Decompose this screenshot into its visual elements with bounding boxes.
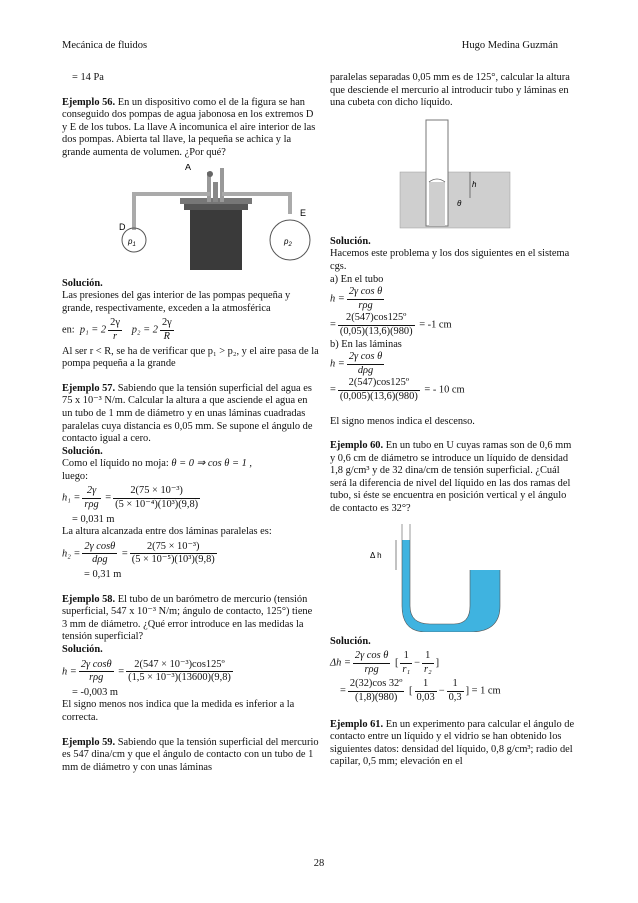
eq56-frac1-num: 2γ xyxy=(108,317,122,331)
fig59-label-theta: θ xyxy=(457,198,462,208)
fig56-label-p2: p xyxy=(284,236,289,246)
fig56-label-a: A xyxy=(185,163,192,172)
fig60-label-dh: Δ h xyxy=(370,550,382,560)
example-61-title: Ejemplo 61. xyxy=(330,718,384,730)
svg-text:p2 xyxy=(283,237,292,248)
solution-58-end: El signo menos nos indica que la medida es inferior a la correcta. xyxy=(62,699,295,723)
example-60 xyxy=(330,440,578,516)
eq56-frac1-den: r xyxy=(113,330,118,342)
solution-56-equation xyxy=(62,317,320,343)
example-57-text: Sabiendo que la tensión superficial del agua es 75 x 10⁻³ N/m. Calcular la altura a que asciende el agua en un tubo de 1 mm de diámetro y en unas láminas cuadradas paralelas cuya distancia es 0,05 mm. Se supone el ángulo de contacto igual a cero. xyxy=(62,382,313,445)
equation-h1: h₁ = $\frac{2\gamma}{\text{rρg}}$ = $\frac{\text{2(75 × 10⁻³)}}{\text{(5 × 10⁻⁴)(10³)(9,8)}}$ xyxy=(62,485,199,511)
solution-60-label: Solución. xyxy=(330,635,371,647)
solution-56-label: Solución. xyxy=(62,277,103,289)
solution-59-b: b) En las láminas xyxy=(330,338,402,350)
h58-result: = -0,003 m xyxy=(72,686,118,698)
eq56-p1: p₁ = 2 xyxy=(79,324,107,336)
example-56-text: En un dispositivo como el de la figura se han conseguido dos pompas de agua jabonosa en los extremos D y E de los tubos. La llave A incomunica el aire interior de las dos pompas. Abierta tal llave, la pequeña se achica y la grande aumenta de volumen. ¿Por qué? xyxy=(62,96,316,158)
solution-59-text: Hacemos este problema y los dos siguientes en el sistema cgs. xyxy=(330,248,570,272)
h1-result: = 0,031 m xyxy=(72,513,115,525)
equation-dh1: Δh = $\frac{\text{2γ cos θ}}{\text{rρg}}$ [ $\frac{1}{\text{r₁}}$ − $\frac{1}{\text{r₂}}$ ] xyxy=(330,650,440,675)
solution-59-label: Solución. xyxy=(330,235,371,247)
eq56-frac2-den: R xyxy=(163,330,171,342)
equation-a2: = $\frac{\text{2(547)cos125º}}{(0,05)(13,6)(980)}$ = -1 cm xyxy=(330,312,452,337)
solution-57-label: Solución. xyxy=(62,445,103,457)
example-60-title: Ejemplo 60. xyxy=(330,440,384,452)
page-number: 28 xyxy=(313,858,325,869)
solution-59-a: a) En el tubo xyxy=(330,273,384,285)
example-57-title: Ejemplo 57. xyxy=(62,382,116,394)
fig56-label-p1-sub: 1 xyxy=(132,241,136,248)
fig56-label-p1: p xyxy=(128,236,133,246)
figure-56 xyxy=(62,164,320,274)
figure-59 xyxy=(330,114,578,232)
eq56-en: en: xyxy=(62,324,75,336)
right-column xyxy=(330,72,578,769)
left-column xyxy=(62,72,320,774)
solution-57-moja: Como el líquido no moja: θ = 0 ⇒ cos θ = 1 , xyxy=(62,458,252,470)
eq56-frac2 xyxy=(160,317,174,343)
fig56-label-d: D xyxy=(119,221,126,232)
example-56-title: Ejemplo 56. xyxy=(62,96,116,108)
fig56-label-p2-sub: 2 xyxy=(288,241,292,248)
eq56-frac1 xyxy=(108,317,122,343)
svg-text:p1 xyxy=(127,237,136,248)
equation-b1: h = $\frac{\text{2γ cos θ}}{\text{dρg}}$ xyxy=(330,351,383,376)
example-59-title: Ejemplo 59. xyxy=(62,736,116,748)
fig59-label-h: h xyxy=(472,179,477,189)
example-57 xyxy=(62,383,320,446)
solution-57-condition: θ = 0 ⇒ cos θ = 1 , xyxy=(171,458,252,470)
solution-56-end: Al ser r < R, se ha de verificar que p₁ > p₂, y el aire pasa de la pompa pequeña a la grande xyxy=(62,345,319,370)
solution-59-end: El signo menos indica el descenso. xyxy=(330,415,475,427)
solution-57-luego: luego: xyxy=(62,470,88,482)
equation-h58: h = $\frac{\text{2γ cosθ}}{\text{rρg}}$ = $\frac{\text{2(547 × 10⁻³)cos125º}}{\text{(1,5 × 10⁻³)(13600)(9,8)}}$ xyxy=(62,658,231,684)
example-59-text: Sabiendo que la tensión superficial del mercurio es 547 dina/cm y que el ángulo de contacto con un tubo de 1 mm de diámetro y con unas láminas xyxy=(62,736,319,773)
laminas-text: La altura alcanzada entre dos láminas paralelas es: xyxy=(62,526,272,538)
top-result: = 14 Pa xyxy=(72,72,104,83)
solution-58-label: Solución. xyxy=(62,644,103,655)
example-60-text: En un tubo en U cuyas ramas son de 0,6 mm y 0,6 cm de diámetro se introduce un líquido de densidad 1,8 g/cm³ y de 32 dina/cm de tensión superficial. ¿Cuál será la diferencia de nivel del líquido en las dos ramas del tubo, si éste se encuentra en posición vertical y el ángulo de contacto es 32°? xyxy=(330,440,572,515)
example-61-text: En un experimento para calcular el ángulo de contacto entre un líquido y el vidrio se han obtenido los siguientes datos: densidad del líquido, 0,8 g/cm³; radio del capilar, 0,5 mm; elevación en el xyxy=(330,718,575,768)
h2-result: = 0,31 m xyxy=(84,569,122,581)
eq56-p2: p₂ = 2 xyxy=(131,324,158,336)
example-59 xyxy=(62,737,320,775)
equation-h2: h₂ = $\frac{\text{2γ cosθ}}{\text{dρg}}$ = $\frac{\text{2(75 × 10⁻³)}}{\text{(5 × 10⁻⁵)(10³)(9,8)}}$ xyxy=(62,540,215,566)
figure-60 xyxy=(330,520,578,632)
example-58-text: El tubo de un barómetro de mercurio (tensión superficial, 547 x 10⁻³ N/m; ángulo de contacto, 125°) tiene 3 mm de diámetro. ¿Qué error introduce en las medidas la tensión superficial? xyxy=(62,593,313,643)
example-59-continued: paralelas separadas 0,05 mm es de 125°, calcular la altura que desciende el mercurio al introducir tubo y láminas en una cubeta con dicho líquido. xyxy=(330,72,570,109)
equation-dh2: = $\frac{\text{2(32)cos 32º}}{(1,8)(980)}$ [ $\frac{1}{0,03}$ − $\frac{1}{0,3}$ ] = 1 cm xyxy=(340,678,501,704)
example-58-title: Ejemplo 58. xyxy=(62,593,116,605)
header-right: Hugo Medina Guzmán xyxy=(461,40,558,51)
header-left: Mecánica de fluidos xyxy=(62,40,148,51)
example-61 xyxy=(330,719,578,769)
example-56 xyxy=(62,97,320,160)
solution-56-text: Las presiones del gas interior de las pompas pequeña y grande, respectivamente, exceden a la atmosférica xyxy=(62,290,291,314)
equation-b2: = $\frac{\text{2(547)cos125º}}{(0,005)(13,6)(980)}$ = - 10 cm xyxy=(330,377,465,402)
equation-a1: h = $\frac{\text{2γ cos θ}}{\text{rρg}}$ xyxy=(330,286,383,311)
fig56-label-e: E xyxy=(300,207,307,218)
eq56-frac2-num: 2γ xyxy=(160,317,174,331)
example-58 xyxy=(62,594,320,644)
